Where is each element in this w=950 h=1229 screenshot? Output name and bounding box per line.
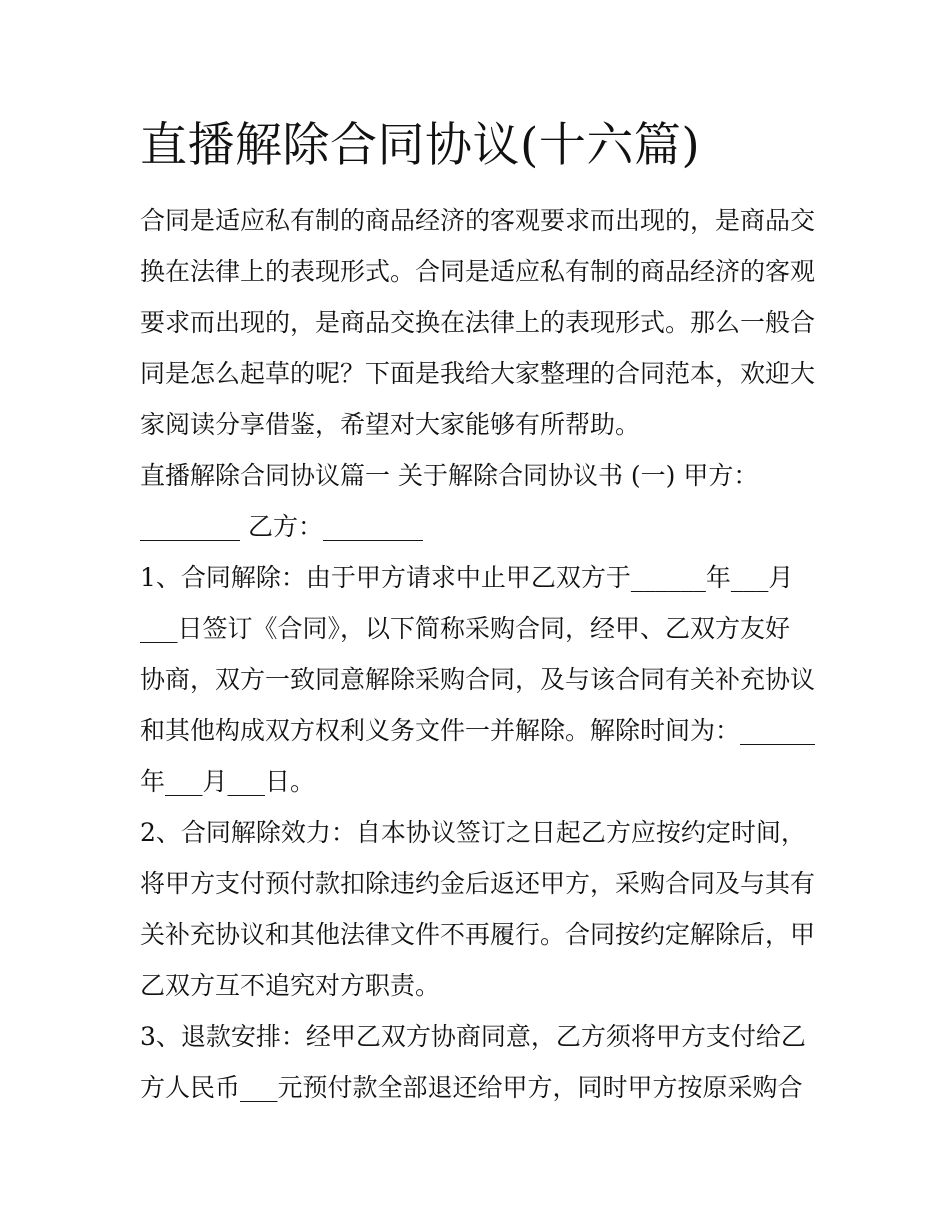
text-line: 家阅读分享借鉴，希望对大家能够有所帮助。 — [140, 410, 641, 439]
text-line: 协商，双方一致同意解除采购合同，及与该合同有关补充协议 — [140, 665, 816, 694]
document-title: 直播解除合同协议(十六篇) — [140, 118, 701, 173]
text-line: 1、合同解除：由于甲方请求中止甲乙双方于______年___月 — [140, 563, 794, 592]
text-line: 和其他构成双方权利义务文件一并解除。解除时间为：______ — [140, 716, 816, 745]
text-line: 直播解除合同协议篇一 关于解除合同协议书 (一) 甲方： — [140, 461, 759, 490]
text-line: 乙双方互不追究对方职责。 — [140, 971, 441, 1000]
text-line: 合同是适应私有制的商品经济的客观要求而出现的，是商品交 — [140, 206, 816, 235]
text-line: 要求而出现的，是商品交换在法律上的表现形式。那么一般合 — [140, 308, 816, 337]
text-line: 关补充协议和其他法律文件不再履行。合同按约定解除后，甲 — [140, 920, 816, 949]
text-line: 年___月___日。 — [140, 767, 316, 796]
text-line: ________ 乙方：________ — [140, 512, 423, 541]
text-line: 换在法律上的表现形式。合同是适应私有制的商品经济的客观 — [140, 257, 816, 286]
text-line: 将甲方支付预付款扣除违约金后返还甲方，采购合同及与其有 — [140, 869, 816, 898]
document-body — [140, 195, 820, 1113]
text-line: 方人民币___元预付款全部退还给甲方，同时甲方按原采购合 — [140, 1073, 803, 1102]
text-line: 3、退款安排：经甲乙双方协商同意，乙方须将甲方支付给乙 — [140, 1022, 806, 1051]
text-line: 同是怎么起草的呢？下面是我给大家整理的合同范本，欢迎大 — [140, 359, 816, 388]
text-line: 2、合同解除效力：自本协议签订之日起乙方应按约定时间， — [140, 818, 806, 847]
text-line: ___日签订《合同》，以下简称采购合同，经甲、乙双方友好 — [140, 614, 791, 643]
